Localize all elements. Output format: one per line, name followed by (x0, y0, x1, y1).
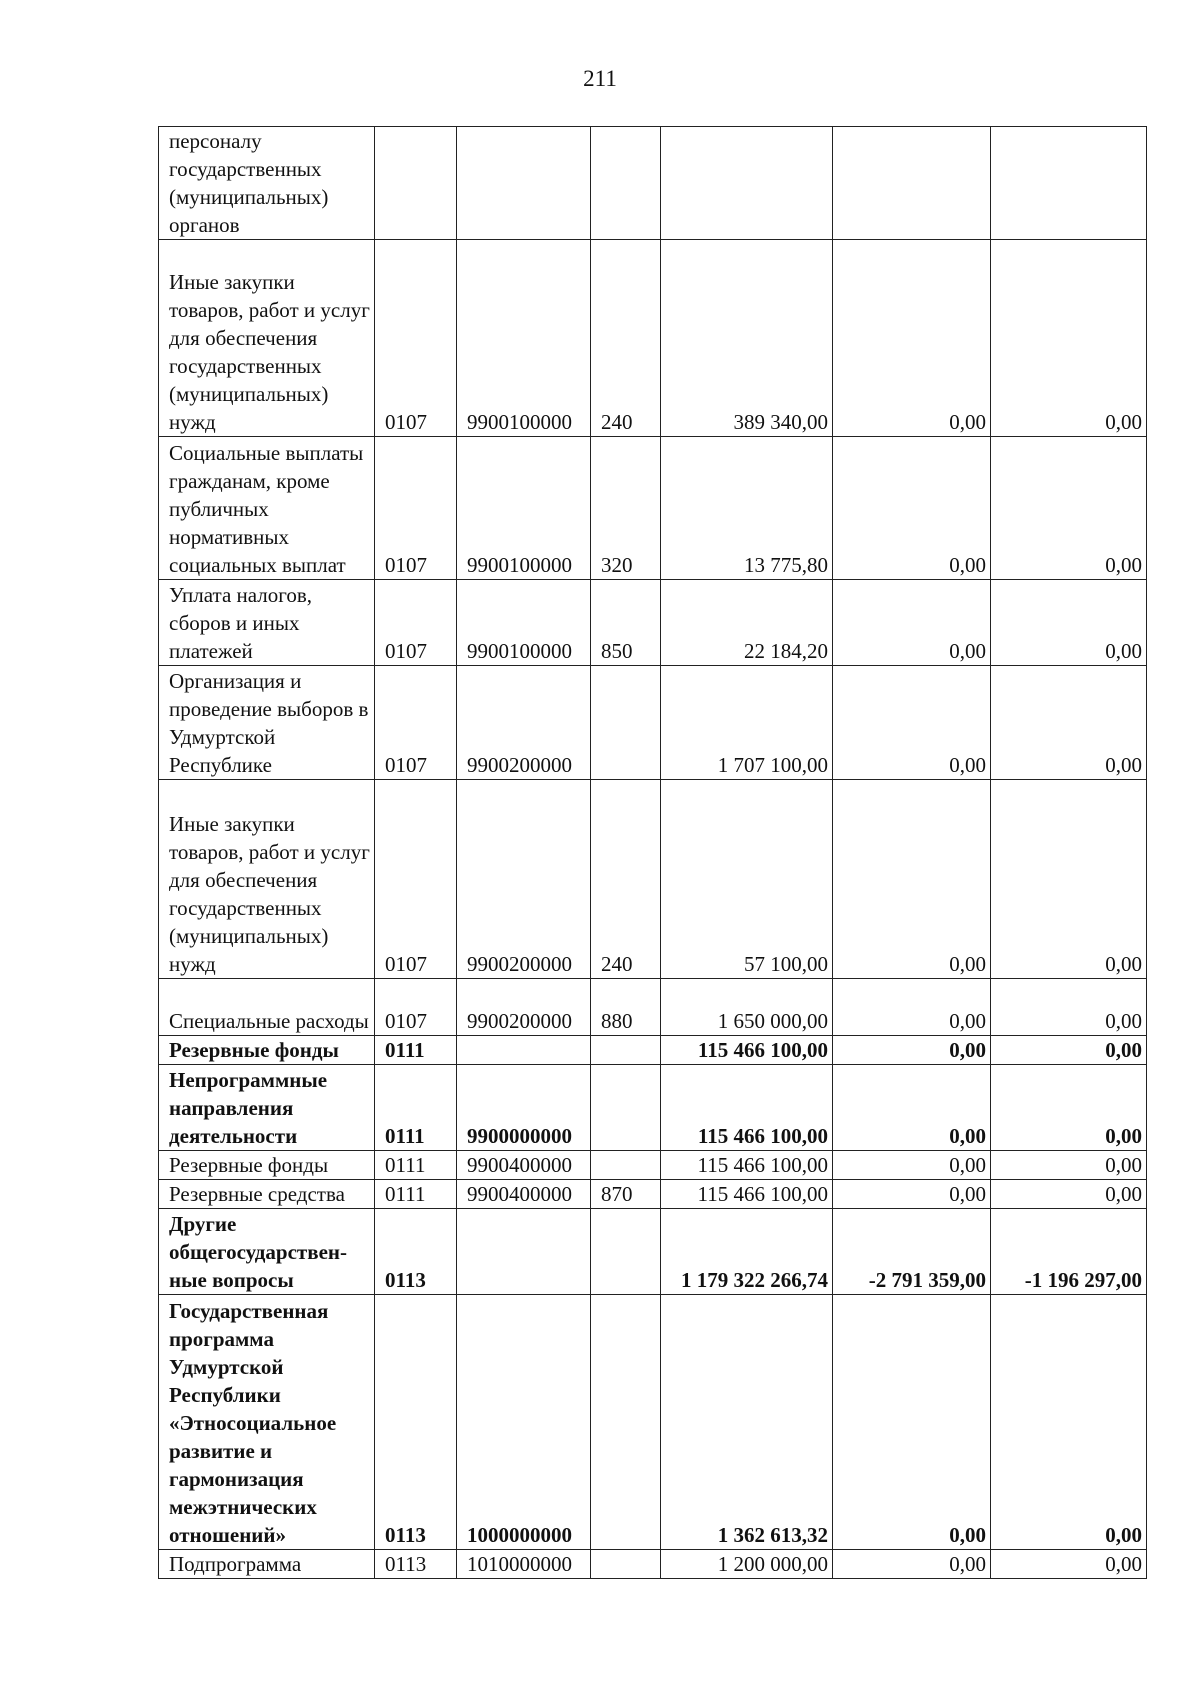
expense-name-cell: Государственная программа Удмуртской Республики «Этносоциальное развитие и гармонизация межэтнических отношений» (159, 1295, 375, 1550)
target-article-cell: 9900200000 (457, 666, 591, 780)
amount-year3-cell: 0,00 (991, 437, 1147, 580)
expense-name-cell: Уплата налогов, сборов и иных платежей (159, 580, 375, 666)
amount-year1-cell: 115 466 100,00 (661, 1151, 833, 1180)
expense-type-cell (591, 1065, 661, 1151)
amount-year2-cell: 0,00 (833, 1036, 991, 1065)
expense-type-cell: 880 (591, 979, 661, 1036)
table-row (159, 1295, 1147, 1550)
section-code-cell: 0107 (375, 437, 457, 580)
amount-year2-cell: 0,00 (833, 1295, 991, 1550)
amount-year1-cell: 57 100,00 (661, 780, 833, 979)
amount-year3-cell (991, 127, 1147, 240)
amount-year3-cell: 0,00 (991, 979, 1147, 1036)
amount-year1-cell: 1 362 613,32 (661, 1295, 833, 1550)
section-code-cell: 0111 (375, 1036, 457, 1065)
amount-year1-cell: 1 707 100,00 (661, 666, 833, 780)
section-code-cell: 0113 (375, 1550, 457, 1579)
section-code-cell (375, 127, 457, 240)
section-code-cell: 0107 (375, 240, 457, 437)
table-row (159, 1151, 1147, 1180)
amount-year2-cell: 0,00 (833, 1550, 991, 1579)
expense-type-cell: 850 (591, 580, 661, 666)
amount-year2-cell: 0,00 (833, 666, 991, 780)
amount-year3-cell: 0,00 (991, 1180, 1147, 1209)
section-code-cell: 0107 (375, 780, 457, 979)
table-row (159, 1180, 1147, 1209)
amount-year3-cell: 0,00 (991, 240, 1147, 437)
amount-year1-cell: 1 650 000,00 (661, 979, 833, 1036)
target-article-cell: 9900100000 (457, 240, 591, 437)
expense-type-cell (591, 1151, 661, 1180)
expense-name-cell: Резервные фонды (159, 1151, 375, 1180)
table-row (159, 1209, 1147, 1295)
table-row (159, 666, 1147, 780)
amount-year3-cell: 0,00 (991, 580, 1147, 666)
target-article-cell: 9900100000 (457, 580, 591, 666)
amount-year2-cell: 0,00 (833, 780, 991, 979)
table-row (159, 780, 1147, 979)
expense-name-cell: Иные закупки товаров, работ и услуг для обеспечения государственных (муниципальных) нужд (159, 240, 375, 437)
expense-name-cell: Иные закупки товаров, работ и услуг для обеспечения государственных (муниципальных) нужд (159, 780, 375, 979)
table-row (159, 1065, 1147, 1151)
table-row (159, 437, 1147, 580)
section-code-cell: 0107 (375, 979, 457, 1036)
section-code-cell: 0111 (375, 1065, 457, 1151)
target-article-cell: 9900400000 (457, 1151, 591, 1180)
table-row (159, 1036, 1147, 1065)
amount-year3-cell: 0,00 (991, 666, 1147, 780)
expense-name-cell: Социальные выплаты гражданам, кроме публичных нормативных социальных выплат (159, 437, 375, 580)
target-article-cell (457, 127, 591, 240)
table-row (159, 580, 1147, 666)
amount-year1-cell: 1 200 000,00 (661, 1550, 833, 1579)
target-article-cell: 9900200000 (457, 979, 591, 1036)
expense-type-cell: 320 (591, 437, 661, 580)
expense-type-cell (591, 127, 661, 240)
section-code-cell: 0111 (375, 1151, 457, 1180)
amount-year2-cell (833, 127, 991, 240)
expense-name-cell: персоналу государственных (муниципальных) органов (159, 127, 375, 240)
amount-year2-cell: -2 791 359,00 (833, 1209, 991, 1295)
expense-name-cell: Организация и проведение выборов в Удмуртской Республике (159, 666, 375, 780)
budget-table-body (159, 127, 1147, 1579)
expense-type-cell: 240 (591, 780, 661, 979)
expense-name-cell: Резервные фонды (159, 1036, 375, 1065)
amount-year1-cell: 1 179 322 266,74 (661, 1209, 833, 1295)
amount-year1-cell: 389 340,00 (661, 240, 833, 437)
expense-name-cell: Другие общегосударствен-ные вопросы (159, 1209, 375, 1295)
expense-name-cell: Подпрограмма (159, 1550, 375, 1579)
expense-type-cell (591, 1209, 661, 1295)
expense-name-cell: Резервные средства (159, 1180, 375, 1209)
expense-type-cell: 870 (591, 1180, 661, 1209)
amount-year1-cell (661, 127, 833, 240)
amount-year2-cell: 0,00 (833, 1065, 991, 1151)
expense-type-cell (591, 1550, 661, 1579)
amount-year3-cell: 0,00 (991, 780, 1147, 979)
budget-table (158, 126, 1147, 1579)
amount-year1-cell: 115 466 100,00 (661, 1036, 833, 1065)
amount-year3-cell: 0,00 (991, 1550, 1147, 1579)
expense-type-cell (591, 666, 661, 780)
amount-year3-cell: 0,00 (991, 1151, 1147, 1180)
expense-name-cell: Специальные расходы (159, 979, 375, 1036)
amount-year2-cell: 0,00 (833, 437, 991, 580)
table-row (159, 240, 1147, 437)
expense-type-cell (591, 1295, 661, 1550)
section-code-cell: 0113 (375, 1295, 457, 1550)
amount-year3-cell: 0,00 (991, 1065, 1147, 1151)
amount-year3-cell: -1 196 297,00 (991, 1209, 1147, 1295)
target-article-cell: 9900200000 (457, 780, 591, 979)
amount-year1-cell: 115 466 100,00 (661, 1065, 833, 1151)
target-article-cell: 9900400000 (457, 1180, 591, 1209)
target-article-cell: 9900100000 (457, 437, 591, 580)
page-number: 211 (583, 66, 617, 91)
expense-type-cell (591, 1036, 661, 1065)
amount-year3-cell: 0,00 (991, 1036, 1147, 1065)
amount-year3-cell: 0,00 (991, 1295, 1147, 1550)
section-code-cell: 0111 (375, 1180, 457, 1209)
amount-year2-cell: 0,00 (833, 1180, 991, 1209)
amount-year1-cell: 115 466 100,00 (661, 1180, 833, 1209)
section-code-cell: 0107 (375, 666, 457, 780)
amount-year1-cell: 22 184,20 (661, 580, 833, 666)
expense-type-cell: 240 (591, 240, 661, 437)
amount-year2-cell: 0,00 (833, 240, 991, 437)
target-article-cell (457, 1209, 591, 1295)
amount-year1-cell: 13 775,80 (661, 437, 833, 580)
target-article-cell (457, 1036, 591, 1065)
amount-year2-cell: 0,00 (833, 1151, 991, 1180)
amount-year2-cell: 0,00 (833, 580, 991, 666)
amount-year2-cell: 0,00 (833, 979, 991, 1036)
table-row (159, 1550, 1147, 1579)
target-article-cell: 9900000000 (457, 1065, 591, 1151)
expense-name-cell: Непрограммные направления деятельности (159, 1065, 375, 1151)
target-article-cell: 1000000000 (457, 1295, 591, 1550)
table-row (159, 979, 1147, 1036)
table-row (159, 127, 1147, 240)
section-code-cell: 0107 (375, 580, 457, 666)
section-code-cell: 0113 (375, 1209, 457, 1295)
target-article-cell: 1010000000 (457, 1550, 591, 1579)
